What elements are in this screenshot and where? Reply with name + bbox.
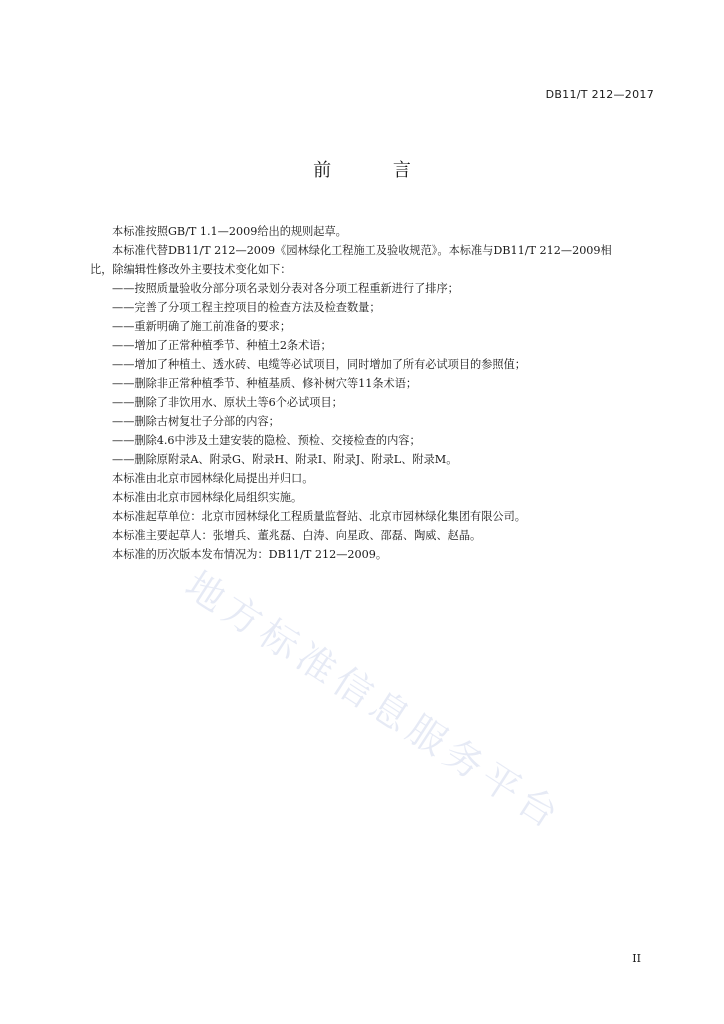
paragraph-replacement-line1: 本标准代替DB11/T 212—2009《园林绿化工程施工及验收规范》。本标准与DB11/T 212—2009相 [112,244,612,257]
standard-code: DB11/T 212—2017 [545,88,654,101]
paragraph-proposer: 本标准由北京市园林绿化局提出并归口。 [112,472,314,485]
paragraph-replacement-line2: 比，除编辑性修改外主要技术变化如下： [90,263,292,276]
change-list-item: ——增加了种植土、透水砖、电缆等必试项目，同时增加了所有必试项目的参照值； [112,358,526,371]
change-list-item: ——删除了非饮用水、原状土等6个必试项目； [112,396,343,409]
change-list-item: ——完善了分项工程主控项目的检查方法及检查数量； [112,301,381,314]
paragraph-drafters: 本标准主要起草人：张增兵、董兆磊、白涛、向星政、邵磊、陶威、赵晶。 [112,529,482,542]
page-title: 前 言 [313,160,439,181]
change-list-item: ——删除4.6中涉及土建安装的隐检、预检、交接检查的内容； [112,434,421,447]
change-list-item: ——删除原附录A、附录G、附录H、附录I、附录J、附录L、附录M。 [112,453,458,466]
change-list-item: ——按照质量验收分部分项名录划分表对各分项工程重新进行了排序； [112,282,459,295]
paragraph-drafting-units: 本标准起草单位：北京市园林绿化工程质量监督站、北京市园林绿化集团有限公司。 [112,510,526,523]
paragraph-implementer: 本标准由北京市园林绿化局组织实施。 [112,491,303,504]
change-list-item: ——删除非正常种植季节、种植基质、修补树穴等11条术语； [112,377,418,390]
paragraph-version-history: 本标准的历次版本发布情况为：DB11/T 212—2009。 [112,548,388,561]
paragraph-drafting-rules: 本标准按照GB/T 1.1—2009给出的规则起草。 [112,225,347,238]
change-list-item: ——重新明确了施工前准备的要求； [112,320,292,333]
watermark: 地方标准信息服务平台 [177,562,571,840]
change-list-item: ——删除古树复壮子分部的内容； [112,415,280,428]
change-list-item: ——增加了正常种植季节、种植土2条术语； [112,339,332,352]
page-number: II [632,952,641,965]
foreword-body [90,222,660,564]
